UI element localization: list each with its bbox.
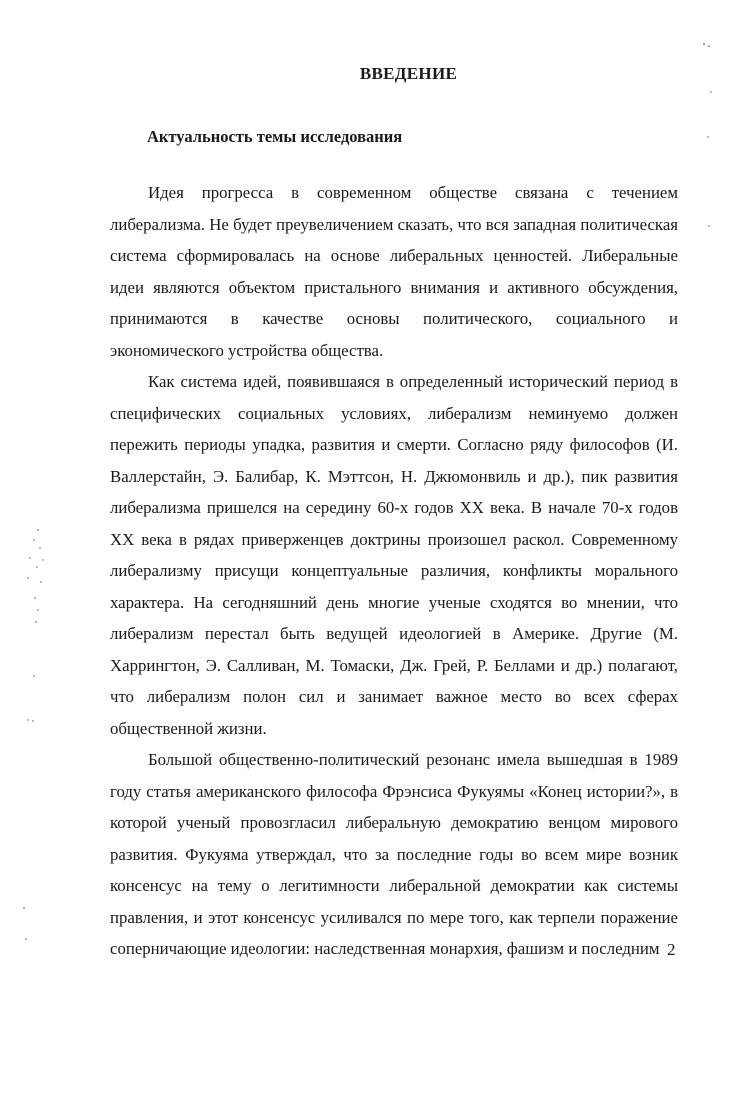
paragraph: Как система идей, появившаяся в определенный исторический период в специфических социальных условиях, либерализм неминуемо должен пережить периоды упадка, развития и смерти. Согласно ряду философов (И. Валлерстайн, Э. Балибар, К. Мэттсон, Н. Джюмонвиль и др.), пик развития либерализма пришелся на середину 60-х годов XX века. В начале 70-х годов XX века в рядах приверженцев доктрины произошел раскол. Современному либерализму присущи концептуальные различия, конфликты морального характера. На сегодняшний день многие ученые сходятся во мнении, что либерализм перестал быть ведущей идеологией в Америке. Другие (М. Харрингтон, Э. Салливан, М. Томаски, Дж. Грей, Р. Беллами и др.) полагают, что либерализм полон сил и занимает важное место во всех сферах общественной жизни.	[110, 372, 678, 738]
paragraph: Идея прогресса в современном обществе связана с течением либерализма. Не будет преувеличением сказать, что вся западная политическая система сформировалась на основе либеральных ценностей. Либеральные идеи являются объектом пристального внимания и активного обсуждения, принимаются в качестве основы политического, социального и экономического устройства общества.	[110, 183, 678, 360]
page-number: 2	[667, 940, 676, 959]
section-subheading: Актуальность темы исследования	[147, 127, 403, 146]
paragraph: Большой общественно-политический резонанс имела вышедшая в 1989 году статья американского философа Фрэнсиса Фукуямы «Конец истории?», в которой ученый провозгласил либеральную демократию венцом мирового развития. Фукуяма утверждал, что за последние годы во всем мире возник консенсус на тему о легитимности либеральной демократии как системы правления, и этот консенсус усиливался по мере того, как терпели поражение соперничающие идеологии: наследственная монархия, фашизм и последним	[110, 750, 678, 958]
page-title: ВВЕДЕНИЕ	[359, 64, 458, 83]
body-text	[110, 177, 678, 965]
